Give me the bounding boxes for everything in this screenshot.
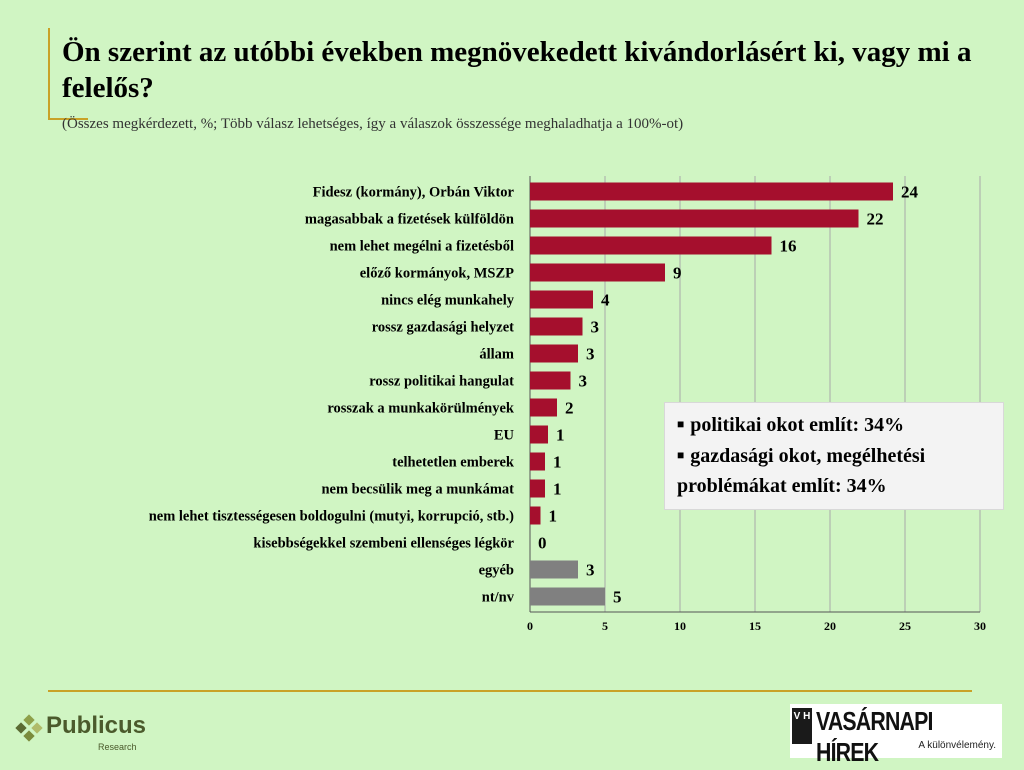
- category-label: nem lehet tisztességesen boldogulni (mutyi, korrupció, stb.): [148, 508, 514, 525]
- bar: [530, 345, 578, 363]
- data-label: 9: [673, 263, 682, 283]
- x-tick-label: 25: [899, 619, 911, 633]
- bar: [530, 399, 557, 417]
- vasarnapi-hirek-logo: [790, 704, 1002, 767]
- category-label: nincs elég munkahely: [381, 292, 514, 309]
- data-label: 5: [613, 587, 622, 607]
- data-label: 24: [901, 182, 918, 202]
- bar: [530, 210, 859, 228]
- vh-name: VASÁRNAPI HÍREK: [816, 706, 933, 767]
- bar: [530, 183, 893, 201]
- note-line-2: ■ gazdasági okot, megélhetési: [677, 445, 926, 467]
- data-label: 1: [553, 479, 562, 499]
- bar: [530, 480, 545, 498]
- category-label: előző kormányok, MSZP: [359, 265, 514, 282]
- category-label: rosszak a munkakörülmények: [327, 400, 514, 417]
- data-label: 3: [586, 560, 595, 580]
- data-label: 0: [538, 533, 547, 553]
- category-label: rossz politikai hangulat: [369, 373, 514, 390]
- bar: [530, 588, 605, 606]
- x-tick-label: 10: [674, 619, 686, 633]
- category-label: EU: [493, 427, 514, 444]
- x-tick-label: 0: [527, 619, 533, 633]
- category-label: magasabbak a fizetések külföldön: [304, 211, 514, 228]
- category-label: egyéb: [478, 562, 514, 579]
- bar: [530, 264, 665, 282]
- bar: [530, 507, 541, 525]
- data-label: 2: [565, 398, 574, 418]
- page-title: Ön szerint az utóbbi években megnövekedett kivándorlásért ki, vagy mi a felelős?: [62, 36, 972, 104]
- vh-badge: V H: [792, 708, 812, 744]
- x-tick-label: 5: [602, 619, 608, 633]
- title-accent-line: [48, 28, 50, 118]
- page-subtitle: (Összes megkérdezett, %; Több válasz lehetséges, így a válaszok összessége meghaladhatja a 100%-ot): [62, 116, 684, 132]
- note-line-3: problémákat említ: 34%: [677, 475, 887, 497]
- data-label: 4: [601, 290, 610, 310]
- bullet-icon: ■: [677, 448, 685, 462]
- publicus-diamond-icon: [14, 714, 44, 744]
- data-label: 1: [553, 452, 562, 472]
- category-label: nem lehet megélni a fizetésből: [329, 238, 514, 255]
- data-label: 16: [779, 236, 797, 256]
- data-label: 3: [578, 371, 587, 391]
- footer-divider: [48, 690, 972, 692]
- x-tick-label: 30: [974, 619, 986, 633]
- category-label: telhetetlen emberek: [392, 454, 514, 471]
- vh-tagline: A különvélemény.: [918, 740, 996, 751]
- bar: [530, 561, 578, 579]
- bar: [530, 372, 571, 390]
- publicus-logo: [14, 710, 154, 754]
- data-label: 1: [556, 425, 565, 445]
- category-label: Fidesz (kormány), Orbán Viktor: [312, 184, 514, 201]
- bullet-icon: ■: [677, 417, 685, 431]
- x-tick-label: 15: [749, 619, 761, 633]
- category-label: állam: [479, 346, 514, 363]
- bar: [530, 426, 548, 444]
- category-label: rossz gazdasági helyzet: [371, 319, 514, 336]
- note-line-1: ■ politikai okot említ: 34%: [677, 414, 905, 436]
- data-label: 3: [586, 344, 595, 364]
- x-tick-label: 20: [824, 619, 836, 633]
- category-label: nt/nv: [481, 589, 514, 606]
- bar: [530, 318, 583, 336]
- category-label: nem becsülik meg a munkámat: [321, 481, 514, 498]
- data-label: 22: [866, 209, 884, 229]
- publicus-sub: Research: [98, 742, 137, 752]
- data-label: 3: [590, 317, 599, 337]
- bar: [530, 291, 593, 309]
- note-box: [664, 402, 1004, 510]
- bar: [530, 237, 772, 255]
- data-label: 1: [548, 506, 557, 526]
- bar: [530, 453, 545, 471]
- publicus-name: Publicus: [46, 712, 147, 739]
- category-label: kisebbségekkel szembeni ellenséges légkör: [253, 535, 514, 552]
